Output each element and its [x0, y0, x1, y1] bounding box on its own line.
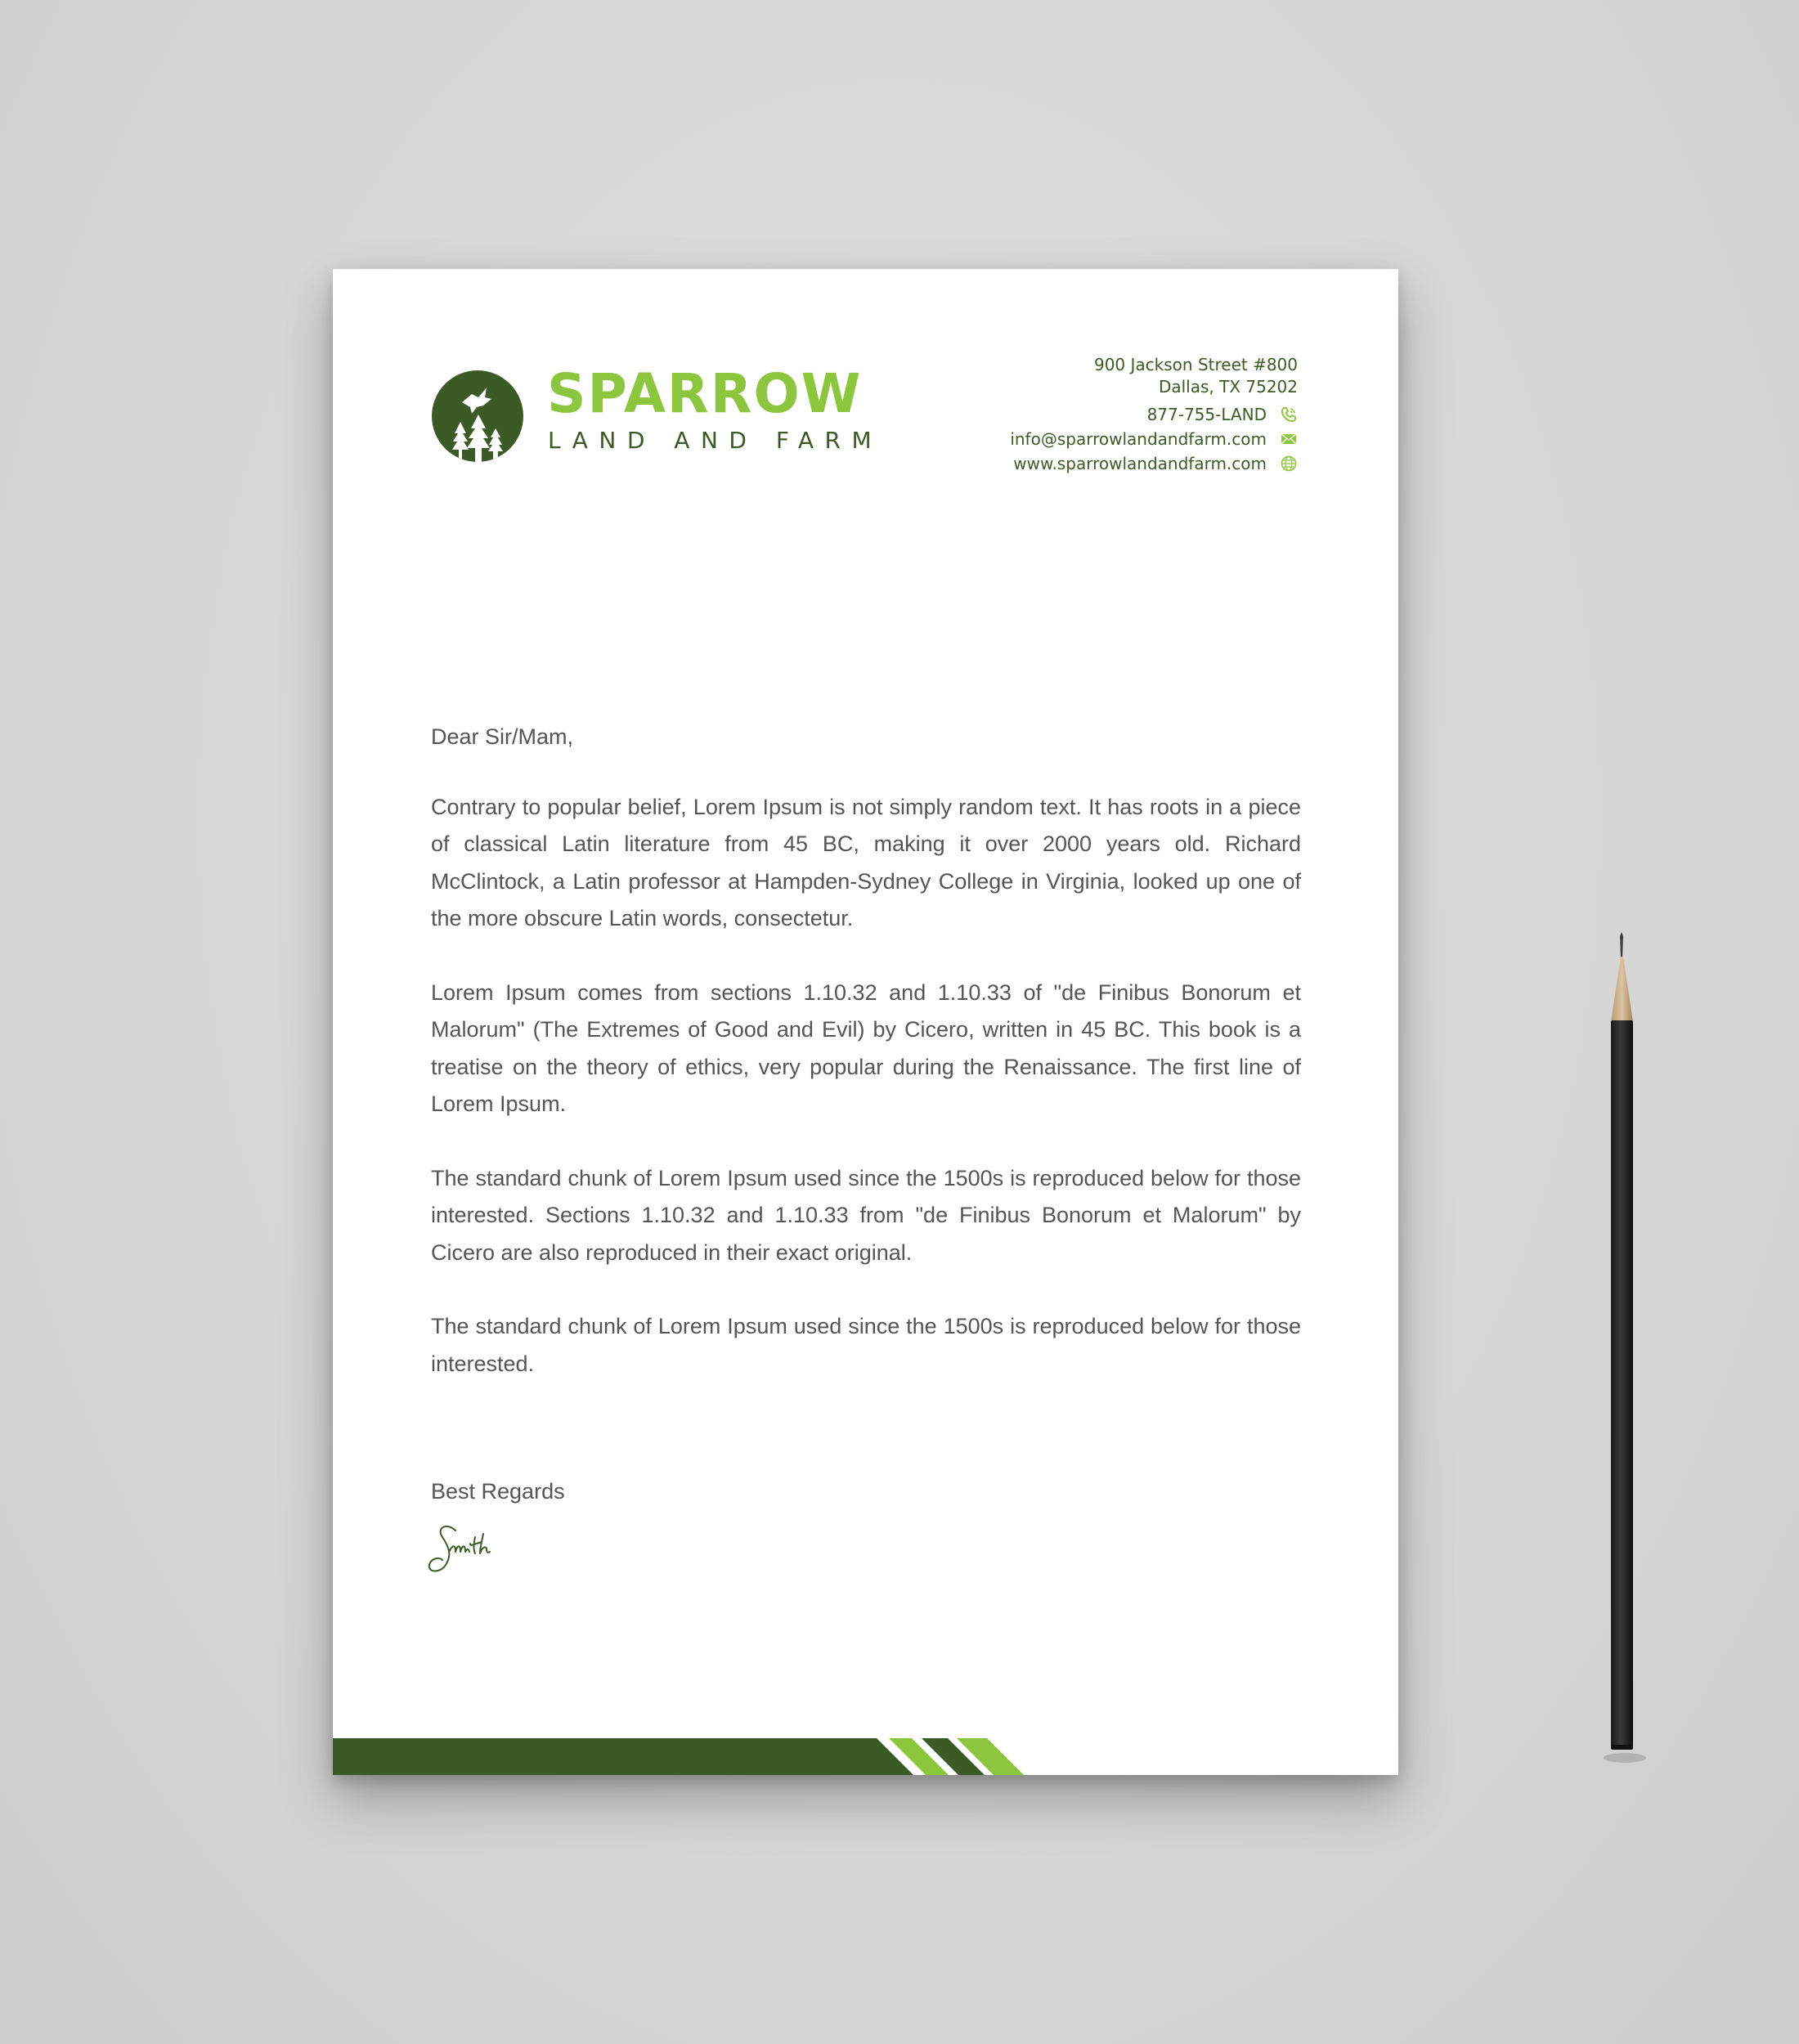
letter-greeting: Dear Sir/Mam,: [431, 724, 574, 749]
contact-website-row: [1013, 454, 1298, 473]
company-address: [1094, 354, 1298, 398]
letter-closing: Best Regards: [431, 1479, 565, 1504]
letter-paragraph-4: The standard chunk of Lorem Ipsum used since the 1500s is reproduced below for those interested.: [431, 1314, 1301, 1376]
contact-email-row: [1010, 429, 1298, 449]
phone-icon: [1280, 406, 1298, 424]
phone-number: 877-755-LAND: [1146, 405, 1267, 424]
brand-tagline: LAND AND FARM: [548, 427, 883, 454]
letter-paragraph-1: Contrary to popular belief, Lorem Ipsum is not simply random text. It has roots in a piece of classical Latin literature from 45 BC, making it over 2000 years old. Richard McClintock, a Latin professor at Hampden-Sydney College in Virginia, looked up one of the more obscure Latin words, consectetur.: [431, 794, 1301, 930]
sparrow-logo-icon: [431, 370, 524, 463]
handwritten-signature: [424, 1516, 523, 1581]
letter-paragraph-3: The standard chunk of Lorem Ipsum used since the 1500s is reproduced below for those interested. Sections 1.10.32 and 1.10.33 from "de Finibus Bonorum et Malorum" by Cicero are also reproduced in their exact original.: [431, 1165, 1301, 1265]
address-line-2: Dallas, TX 75202: [1158, 377, 1298, 397]
letter-body: [431, 719, 1301, 1419]
letterhead-page: [333, 269, 1398, 1775]
website-url: www.sparrowlandandfarm.com: [1013, 454, 1267, 473]
letter-paragraph-2: Lorem Ipsum comes from sections 1.10.32 and 1.10.33 of "de Finibus Bonorum et Malorum" (The Extremes of Good and Evil) by Cicero, written in 45 BC. This book is a treatise on the theory of ethics, very popular during the Renaissance. The first line of Lorem Ipsum.: [431, 979, 1301, 1116]
pencil-image: [1599, 932, 1648, 1766]
footer-stripe-band: [333, 1738, 1398, 1775]
contact-phone-row: [1147, 405, 1298, 424]
envelope-icon: [1280, 430, 1298, 448]
brand-name: SPARROW: [547, 362, 863, 425]
address-line-1: 900 Jackson Street #800: [1093, 355, 1298, 374]
globe-icon: [1280, 455, 1298, 473]
email-address: info@sparrowlandandfarm.com: [1010, 429, 1267, 449]
